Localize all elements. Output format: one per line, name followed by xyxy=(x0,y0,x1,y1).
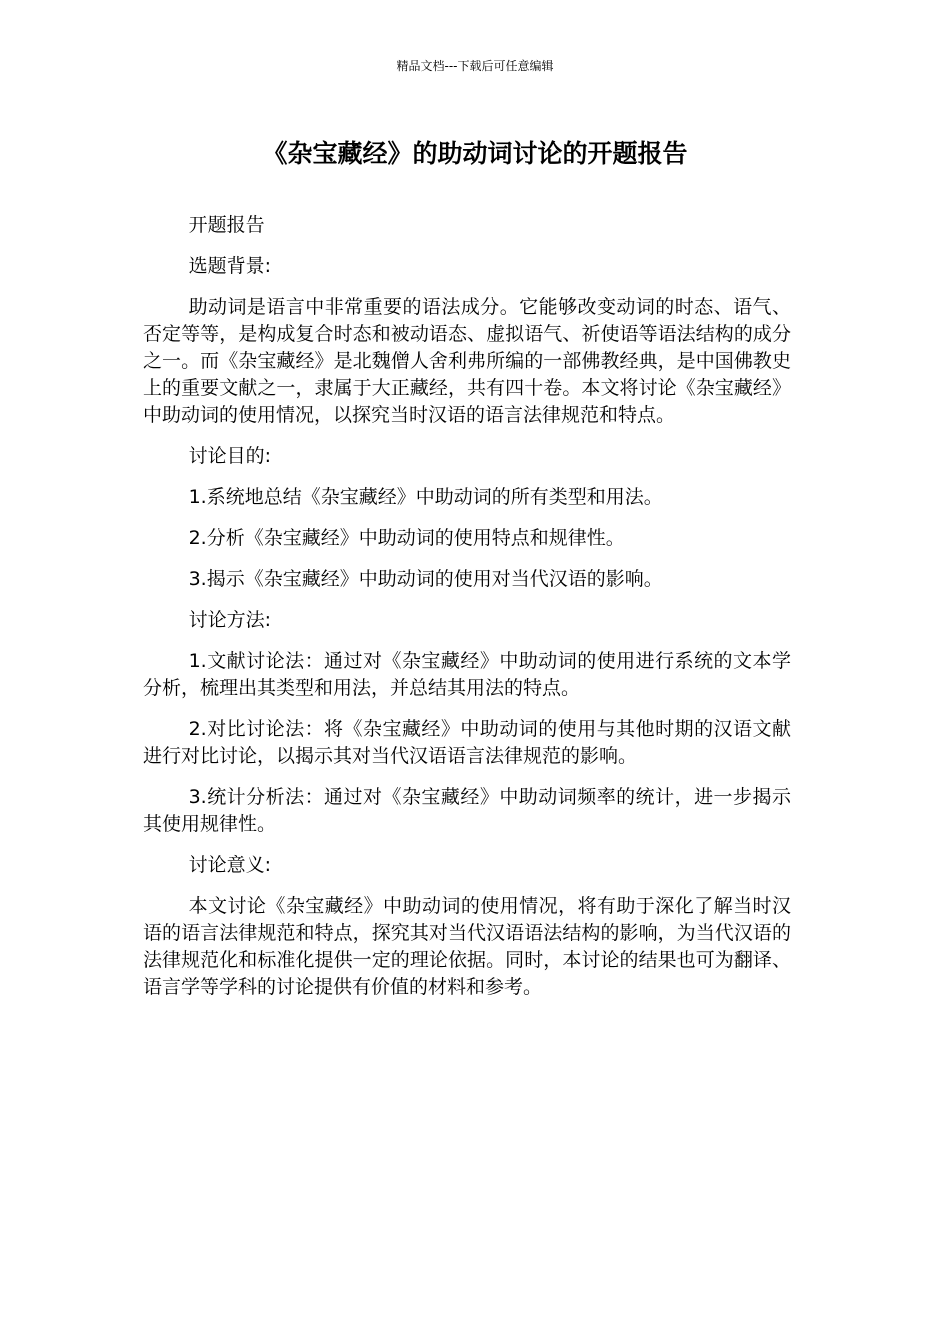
page-header: 精品文档---下载后可任意编辑 xyxy=(396,59,554,73)
document-body xyxy=(143,212,791,1015)
purpose-item-2: 2.分析《杂宝藏经》中助动词的使用特点和规律性。 xyxy=(188,527,625,549)
section-label-report: 开题报告 xyxy=(188,214,265,236)
purpose-item-3: 3.揭示《杂宝藏经》中助动词的使用对当代汉语的影响。 xyxy=(188,568,663,590)
paragraph-significance: 本文讨论《杂宝藏经》中助动词的使用情况，将有助于深化了解当时汉语的语言法律规范和特点，探究其对当代汉语语法结构的影响，为当代汉语的法律规范化和标准化提供一定的理论依据。同时，本讨论的结果也可为翻译、语言学等学科的讨论提供有价值的材料和参考。 xyxy=(143,895,791,998)
purpose-item-1: 1.系统地总结《杂宝藏经》中助动词的所有类型和用法。 xyxy=(188,486,663,508)
section-heading-significance: 讨论意义: xyxy=(188,854,271,876)
section-heading-background: 选题背景: xyxy=(188,255,271,277)
method-item-1: 1.文献讨论法：通过对《杂宝藏经》中助动词的使用进行系统的文本学分析，梳理出其类型和用法，并总结其用法的特点。 xyxy=(143,650,791,699)
method-item-3: 3.统计分析法：通过对《杂宝藏经》中助动词频率的统计，进一步揭示其使用规律性。 xyxy=(143,786,791,835)
section-heading-method: 讨论方法: xyxy=(188,609,271,631)
document-title: 《杂宝藏经》的助动词讨论的开题报告 xyxy=(262,139,688,168)
paragraph-background: 助动词是语言中非常重要的语法成分。它能够改变动词的时态、语气、否定等等，是构成复合时态和被动语态、虚拟语气、祈使语等语法结构的成分之一。而《杂宝藏经》是北魏僧人舍利弗所编的一部佛教经典，是中国佛教史上的重要文献之一，隶属于大正藏经，共有四十卷。本文将讨论《杂宝藏经》中助动词的使用情况，以探究当时汉语的语言法律规范和特点。 xyxy=(143,296,791,426)
section-heading-purpose: 讨论目的: xyxy=(188,445,271,467)
method-item-2: 2.对比讨论法：将《杂宝藏经》中助动词的使用与其他时期的汉语文献进行对比讨论，以揭示其对当代汉语语言法律规范的影响。 xyxy=(143,718,791,767)
